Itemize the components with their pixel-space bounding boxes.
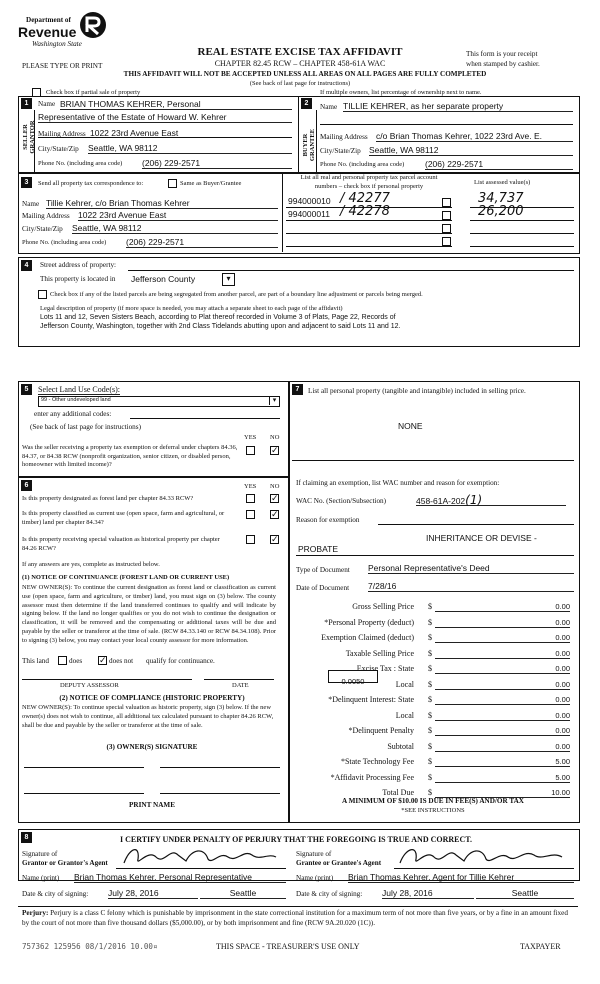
notice2-text: NEW OWNER(S): To continue special valuation as historic property, sign (3) below. If the new owner(s) does not wish to continue, all additional tax calculated pursuant to chapter 84.26 RCW, shall be due and payable by the seller or transferor at the time of sale. — [22, 704, 274, 729]
sec2-mailing[interactable]: c/o Brian Thomas Kehrer, 1022 23rd Ave. E. — [376, 131, 573, 142]
sec5-see-back: (See back of last page for instructions) — [30, 423, 141, 431]
parcel-handwritten: / 42277 — [340, 191, 390, 206]
seller-grantor-side: SELLER GRANTOR — [22, 120, 36, 154]
perjury-note — [22, 909, 574, 928]
fee-row — [295, 602, 572, 615]
print-name-label: PRINT NAME — [129, 801, 175, 809]
parcel-number[interactable]: 994000011 — [288, 209, 330, 219]
sec6-q1: Is this property designated as forest land per chapter 84.33 RCW? — [22, 495, 194, 502]
grantee-name[interactable]: Brian Thomas Kehrer, Agent for Tillie Kehrer — [348, 872, 574, 883]
legal-line-2[interactable]: Jefferson County, Washington, together with 2nd Class Tidelands abutting upon and adjacent to said Lots 11 and 12. — [40, 323, 401, 330]
dollar-sign: $ — [428, 602, 432, 611]
does-not-label: does not — [109, 657, 134, 665]
fee-label: *Personal Property (deduct) — [324, 617, 414, 627]
fee-row — [295, 618, 572, 631]
sec1-mailing-label: Mailing Address — [38, 130, 86, 138]
land-use-dropdown-icon[interactable]: ▾ — [269, 396, 279, 405]
minimum-due-note: A MINIMUM OF $10.00 IS DUE IN FEE(S) AND/OR TAX — [342, 797, 524, 805]
assessed-header: List assessed value(s) — [474, 179, 531, 186]
deputy-assessor-label: DEPUTY ASSESSOR — [60, 682, 119, 689]
fee-label: Excise Tax : State — [356, 664, 414, 673]
dor-logo — [18, 10, 118, 54]
dollar-sign: $ — [428, 741, 432, 751]
grantee-city[interactable]: Seattle — [476, 888, 574, 899]
stamp-mark: ¤ — [152, 942, 158, 951]
notice1-text: NEW OWNER(S): To continue the current designation as forest land or classification as current use (open space, farm and agriculture, or timber) land, you must sign on (3) below. The county assessor must then determine if the land transferred continues to qualify and will indicate by signing below. If the land no longer qualifies or you do not wish to continue the designation or classification, it will be removed and the compensating or additional taxes will be due and payable by the seller or transferor at the time of sale. (RCW 84.33.140 or RCW 84.34.108). Prior to signing (3) below, you may contact your local county assessor for more information. — [22, 584, 276, 644]
sec3-mailing[interactable]: 1022 23rd Avenue East — [78, 210, 278, 221]
fee-amount[interactable]: 0.00 — [435, 618, 570, 628]
multiple-owners-note: If multiple owners, list percentage of ownership next to name. — [320, 89, 482, 96]
street-label: Street address of property: — [40, 261, 117, 269]
additional-codes-label: enter any additional codes: — [34, 410, 112, 418]
sec6-yes: YES — [244, 483, 257, 490]
fee-amount[interactable]: 0.00 — [435, 742, 570, 752]
sec1-phone[interactable]: (206) 229-2571 — [142, 158, 292, 169]
reason-line-2[interactable]: PROBATE — [298, 544, 338, 554]
section-6-number: 6 — [21, 480, 32, 491]
reason-label: Reason for exemption — [296, 516, 360, 524]
sec3-phone-label: Phone No. (including area code) — [22, 239, 107, 246]
parcel-header-1: List all real and personal property tax parcel account — [300, 174, 438, 181]
land-use-select[interactable] — [38, 396, 280, 407]
fee-row — [295, 633, 572, 646]
segregated-checkbox[interactable] — [38, 290, 47, 299]
date-of-document[interactable]: 7/28/16 — [368, 581, 574, 592]
personal-property-value[interactable]: NONE — [398, 421, 423, 431]
sec2-city[interactable]: Seattle, WA 98112 — [369, 145, 573, 156]
fee-label: Exemption Claimed (deduct) — [321, 633, 414, 642]
sec6-if-yes: If any answers are yes, complete as instructed below. — [22, 561, 160, 568]
sec1-phone-label: Phone No. (including area code) — [38, 160, 123, 167]
section-4-number: 4 — [21, 260, 32, 271]
segregated-label: Check box if any of the listed parcels are being segregated from another parcel, are part of a boundary line adjustment or parcels being merged. — [50, 291, 423, 298]
sec5-yes: YES — [244, 434, 257, 441]
sec1-name-label: Name — [38, 100, 56, 108]
grantee-name-label: Name (print) — [296, 874, 334, 882]
receipt-2: when stamped by cashier. — [466, 60, 540, 68]
sec6-q2-yes-checkbox[interactable] — [246, 510, 255, 519]
sec5-q1-no-checkbox[interactable]: ✓ — [271, 446, 279, 456]
assessor-date-label: DATE — [232, 682, 249, 689]
this-land-label: This land — [22, 657, 49, 665]
sec6-q2: Is this property classified as current use (open space, farm and agricultural, or timber) land per chapter 84.34? — [22, 510, 225, 526]
sec6-q3: Is this property receiving special valuation as historical property per chapter 84.26 RCW? — [22, 536, 220, 552]
tax-rate-box[interactable] — [328, 670, 378, 686]
dollar-sign: $ — [428, 772, 432, 782]
section-3-number: 3 — [21, 177, 32, 188]
fee-row — [295, 773, 572, 786]
sec6-q1-no-checkbox[interactable]: ✓ — [271, 494, 279, 504]
dept-main: Revenue — [18, 24, 77, 40]
dollar-sign: $ — [428, 664, 432, 673]
section-2-number: 2 — [301, 98, 312, 109]
sec3-send-label: Send all property tax correspondence to: — [38, 180, 144, 187]
form-warning: THIS AFFIDAVIT WILL NOT BE ACCEPTED UNLESS ALL AREAS ON ALL PAGES ARE FULLY COMPLETED — [123, 70, 487, 78]
please-type: PLEASE TYPE OR PRINT — [22, 62, 103, 70]
partial-sale-label: Check box if partial sale of property — [46, 89, 141, 96]
grantor-sig-label-1: Signature of — [22, 850, 58, 858]
grantee-signature — [396, 843, 566, 869]
county-dropdown-icon[interactable]: ▾ — [222, 273, 235, 286]
section-7-number: 7 — [292, 384, 303, 395]
sec3-city-label: City/State/Zip — [22, 225, 63, 233]
sec1-name[interactable]: BRIAN THOMAS KEHRER, Personal — [60, 99, 292, 110]
fee-row — [295, 695, 572, 708]
does-not-checkbox[interactable]: ✓ — [99, 656, 107, 666]
fee-amount[interactable]: 0.00 — [435, 649, 570, 659]
fee-amount[interactable]: 10.00 — [435, 788, 570, 798]
claiming-exemption-label: If claiming an exemption, list WAC number and reason for exemption: — [296, 479, 500, 487]
sec2-name[interactable]: TILLIE KEHRER, as her separate property — [343, 101, 573, 112]
section-6-box — [18, 476, 290, 823]
fee-label: Gross Selling Price — [352, 602, 414, 611]
fee-row — [295, 726, 572, 739]
owner-signature-label: (3) OWNER(S) SIGNATURE — [106, 743, 198, 751]
sec2-city-label: City/State/Zip — [320, 147, 361, 155]
fee-row — [295, 742, 572, 755]
qualify-label: qualify for continuance. — [146, 657, 215, 665]
fee-label: Subtotal — [387, 741, 414, 751]
grantor-name-label: Name (print) — [22, 874, 60, 882]
dept-top: Department of — [26, 16, 71, 24]
stamp-text: 757362 125956 08/1/2016 10.00 — [22, 942, 153, 951]
sec6-q1-yes-checkbox[interactable] — [246, 494, 255, 503]
sec3-mailing-label: Mailing Address — [22, 212, 70, 220]
fee-amount[interactable]: 0.00 — [435, 602, 570, 612]
dollar-sign: $ — [428, 633, 432, 642]
sec6-q2-no-checkbox[interactable]: ✓ — [271, 510, 279, 520]
wac-number: 458-61A-202 — [416, 496, 466, 506]
dollar-sign: $ — [428, 695, 432, 704]
sec2-phone[interactable]: (206) 229-2571 — [425, 159, 573, 170]
grantee-sig-label-2: Grantee or Grantee's Agent — [296, 859, 382, 867]
dollar-sign: $ — [428, 788, 432, 797]
see-instructions-note: *SEE INSTRUCTIONS — [401, 807, 465, 814]
parcel-personal-checkbox[interactable] — [442, 237, 451, 246]
legal-label: Legal description of property (if more space is needed, you may attach a separate sheet to each page of the affidavit) — [40, 305, 343, 312]
sec3-city[interactable]: Seattle, WA 98112 — [72, 223, 278, 234]
same-as-buyer-checkbox[interactable] — [168, 179, 177, 188]
sec2-mailing-label: Mailing Address — [320, 133, 368, 141]
sec6-q3-no-checkbox[interactable]: ✓ — [271, 535, 279, 545]
cashier-stamp — [22, 942, 157, 951]
fee-label: Local — [395, 710, 414, 720]
sec5-no: NO — [270, 434, 280, 441]
fee-label: *State Technology Fee — [340, 757, 414, 766]
fee-label: *Delinquent Interest: State — [328, 695, 414, 704]
fee-amount[interactable]: 0.00 — [435, 664, 570, 674]
reason-line-1[interactable]: INHERITANCE OR DEVISE - — [426, 533, 537, 543]
sec6-no: NO — [270, 483, 280, 490]
land-use-label: Select Land Use Code(s): — [38, 385, 120, 394]
perjury-label: Perjury: — [22, 909, 49, 917]
section-5-number: 5 — [21, 384, 32, 395]
legal-line-1[interactable]: Lots 11 and 12, Seven Sisters Beach, according to Plat thereof recorded in Volume 3 of Plats, Page 22, Records of — [40, 314, 396, 321]
sec1-city-label: City/State/Zip — [38, 145, 79, 153]
grantee-sig-label-1: Signature of — [296, 850, 332, 858]
grantor-name[interactable]: Brian Thomas Kehrer, Personal Representative — [74, 872, 286, 883]
land-use-value: 99 - Other undeveloped land — [41, 397, 111, 403]
taxpayer-copy: TAXPAYER — [520, 942, 561, 951]
section-1-number: 1 — [21, 98, 32, 109]
does-label: does — [69, 657, 83, 665]
fee-amount[interactable]: 0.00 — [435, 695, 570, 705]
sec1-name-line2[interactable]: Representative of the Estate of Howard W. Kehrer — [38, 112, 292, 123]
form-subtitle: CHAPTER 82.45 RCW – CHAPTER 458-61A WAC — [214, 59, 386, 68]
fee-amount[interactable]: 0.00 — [435, 680, 570, 690]
grantor-date-label: Date & city of signing: — [22, 890, 89, 898]
see-back-header: (See back of last page for instructions) — [249, 80, 351, 87]
grantor-city[interactable]: Seattle — [200, 888, 286, 899]
fee-label: Local — [395, 679, 414, 689]
parcel-header-2: numbers – check box if personal property — [314, 183, 424, 190]
certify-statement: I CERTIFY UNDER PENALTY OF PERJURY THAT THE FOREGOING IS TRUE AND CORRECT. — [120, 835, 473, 844]
grantor-date[interactable]: July 28, 2016 — [108, 888, 198, 899]
fee-label: *Delinquent Penalty — [348, 726, 414, 735]
grantee-date[interactable]: July 28, 2016 — [382, 888, 474, 899]
fee-row — [295, 649, 572, 662]
sec3-name[interactable]: Tillie Kehrer, c/o Brian Thomas Kehrer — [46, 198, 278, 209]
grantor-sig-label-2: Grantor or Grantor's Agent — [22, 859, 108, 867]
wac-handwritten: (1) — [465, 493, 483, 507]
fee-amount[interactable]: 0.00 — [435, 711, 570, 721]
parcel-personal-checkbox[interactable] — [442, 224, 451, 233]
sec5-q1: Was the seller receiving a property tax exemption or deferral under chapters 84.36, 84.37, or 84.38 RCW (nonprofit organization, senior citizen, or disabled person, homeowner with limited income)? — [22, 444, 238, 468]
parcel-number[interactable]: 994000010 — [288, 196, 331, 206]
dollar-sign: $ — [428, 726, 432, 735]
county-select[interactable]: Jefferson County — [131, 274, 196, 284]
does-checkbox[interactable] — [58, 656, 67, 665]
type-of-document-label: Type of Document — [296, 566, 350, 574]
perjury-text: Perjury is a class C felony which is punishable by imprisonment in the state correctional institution for a maximum term of not more than five years, or by a fine in an amount fixed by the court of not more than five thousand dollars ($5,000.00), or by both imprisonment and fine (RCW 9A.20.020 (1C)). — [22, 909, 568, 927]
wac-label: WAC No. (Section/Subsection) — [296, 497, 387, 505]
parcel-personal-checkbox[interactable] — [442, 198, 451, 207]
fee-label: Taxable Selling Price — [345, 648, 414, 658]
dollar-sign: $ — [428, 679, 432, 689]
located-label: This property is located in — [40, 275, 116, 283]
fee-amount[interactable]: 5.00 — [435, 757, 570, 767]
section-8-number: 8 — [21, 832, 32, 843]
sec1-city[interactable]: Seattle, WA 98112 — [88, 143, 292, 154]
fee-row — [295, 757, 572, 770]
notice1-title: (1) NOTICE OF CONTINUANCE (FOREST LAND OR CURRENT USE) — [22, 574, 230, 581]
fee-amount[interactable]: 5.00 — [435, 773, 570, 783]
treasurer-use: THIS SPACE - TREASURER'S USE ONLY — [216, 942, 360, 951]
assessed-value: 26,200 — [478, 204, 524, 219]
receipt-1: This form is your receipt — [466, 50, 538, 58]
buyer-grantee-side: BUYER GRANTEE — [302, 128, 316, 162]
type-of-document[interactable]: Personal Representative's Deed — [368, 563, 574, 574]
dor-logo-icon — [78, 10, 108, 40]
dollar-sign: $ — [428, 757, 432, 766]
sec1-mailing[interactable]: 1022 23rd Avenue East — [90, 128, 179, 138]
notice2-title: (2) NOTICE OF COMPLIANCE (HISTORIC PROPERTY) — [59, 694, 245, 702]
wac-value[interactable] — [416, 493, 566, 506]
assessed-value: 34,737 — [478, 191, 524, 206]
sec5-q1-yes-checkbox[interactable] — [246, 446, 255, 455]
dollar-sign: $ — [428, 710, 432, 720]
fee-label: *Affidavit Processing Fee — [330, 772, 414, 782]
sec2-name-label: Name — [320, 103, 338, 111]
sec6-q3-yes-checkbox[interactable] — [246, 535, 255, 544]
sec3-name-label: Name — [22, 200, 40, 208]
form-title: REAL ESTATE EXCISE TAX AFFIDAVIT — [197, 46, 403, 58]
fee-amount[interactable]: 0.00 — [435, 726, 570, 736]
parcel-handwritten: / 42278 — [340, 204, 390, 219]
sec3-phone[interactable]: (206) 229-2571 — [126, 237, 278, 248]
dept-state: Washington State — [32, 40, 82, 48]
grantee-date-label: Date & city of signing: — [296, 890, 363, 898]
parcel-personal-checkbox[interactable] — [442, 211, 451, 220]
personal-property-label: List all personal property (tangible and intangible) included in selling price. — [308, 387, 526, 395]
fee-label: Total Due — [382, 788, 414, 797]
same-as-buyer-label: Same as Buyer/Grantee — [180, 180, 242, 187]
dollar-sign: $ — [428, 648, 432, 658]
tax-rate: 0.0050 — [341, 677, 365, 686]
date-of-document-label: Date of Document — [296, 584, 350, 592]
grantor-signature — [120, 843, 280, 869]
dollar-sign: $ — [428, 617, 432, 627]
sec2-phone-label: Phone No. (including area code) — [320, 161, 405, 168]
fee-amount[interactable]: 0.00 — [435, 633, 570, 643]
fee-row — [295, 711, 572, 724]
